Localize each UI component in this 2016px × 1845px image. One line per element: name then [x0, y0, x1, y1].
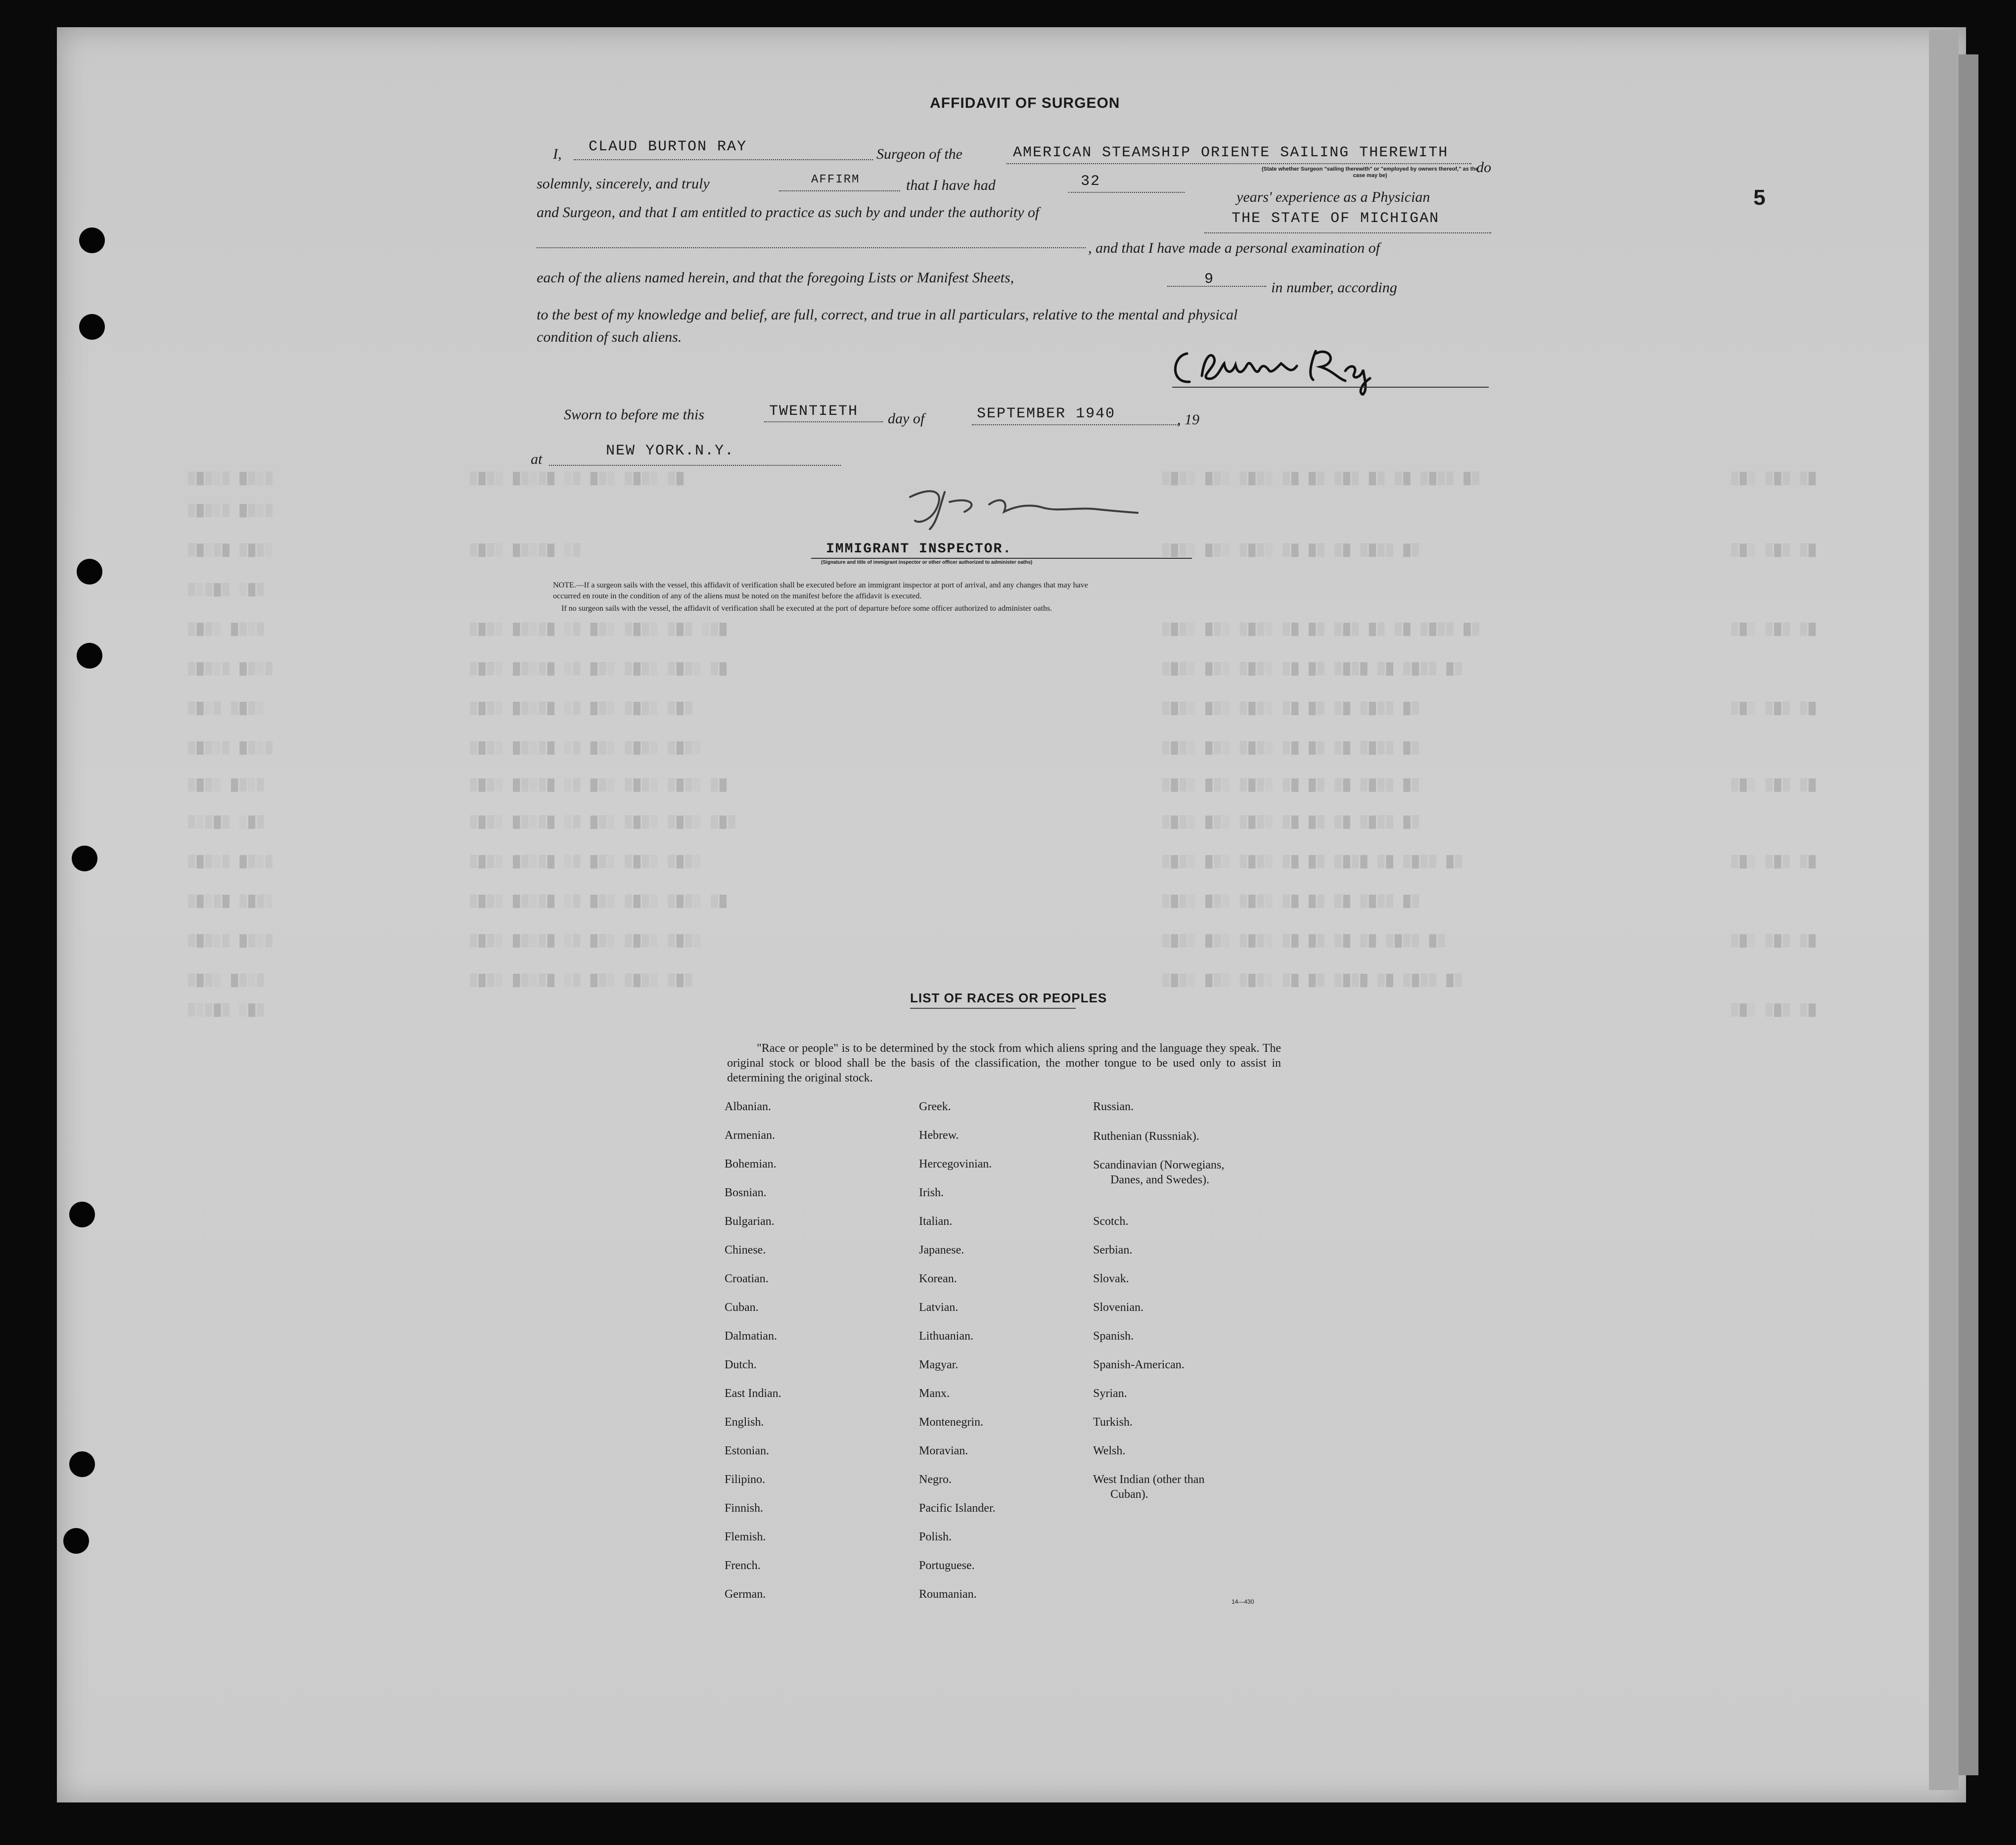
inspector-note: (Signature and title of immigrant inspector or other officer authorized to administer oaths): [821, 560, 1033, 565]
race-item: Albanian.: [725, 1100, 771, 1113]
race-item: Portuguese.: [919, 1559, 975, 1572]
race-item: Roumanian.: [919, 1588, 977, 1601]
race-item: Italian.: [919, 1215, 953, 1228]
race-item: Slovenian.: [1093, 1301, 1144, 1314]
dotted-line: [1007, 163, 1471, 164]
personal-exam-text: , and that I have made a personal examination of: [1088, 240, 1380, 256]
race-item: Russian.: [1093, 1100, 1134, 1113]
races-title: LIST OF RACES OR PEOPLES: [910, 990, 1107, 1005]
surgeon-of-label: Surgeon of the: [876, 146, 962, 162]
race-item: Montenegrin.: [919, 1416, 983, 1429]
race-item: Cuban).: [1110, 1488, 1148, 1501]
race-item: Welsh.: [1093, 1444, 1126, 1457]
dotted-line: [764, 421, 883, 422]
punch-hole: [79, 314, 105, 340]
authority-text: and Surgeon, and that I am entitled to practice as such by and under the authority of: [537, 204, 1040, 221]
punch-hole: [77, 559, 102, 585]
punch-hole: [77, 643, 102, 669]
dotted-line: [779, 190, 900, 191]
dotted-line: [574, 159, 873, 160]
note-line-3: If no surgeon sails with the vessel, the affidavit of verification shall be executed at the port of departure before some officer authorized to administer oaths.: [561, 604, 1053, 613]
race-item: Dalmatian.: [725, 1330, 777, 1343]
race-item: French.: [725, 1559, 761, 1572]
signature-line: [1172, 387, 1489, 388]
dotted-line: [972, 424, 1180, 425]
race-item: Greek.: [919, 1100, 951, 1113]
dotted-line: [1204, 232, 1491, 233]
race-item: Bosnian.: [725, 1186, 767, 1199]
punch-hole: [79, 227, 105, 253]
race-item: Finnish.: [725, 1502, 764, 1515]
vessel-name: AMERICAN STEAMSHIP ORIENTE SAILING THEREWITH: [1013, 144, 1449, 161]
race-item: Flemish.: [725, 1530, 766, 1543]
place-value: NEW YORK.N.Y.: [606, 443, 735, 459]
race-item: Bulgarian.: [725, 1215, 775, 1228]
race-item: Hercegovinian.: [919, 1158, 992, 1170]
punch-hole: [63, 1528, 89, 1554]
punch-hole: [69, 1451, 95, 1477]
race-item: Scotch.: [1093, 1215, 1129, 1228]
page-edge: [1929, 30, 1959, 1790]
punch-hole: [69, 1202, 95, 1227]
punch-hole: [72, 846, 97, 871]
race-item: Chinese.: [725, 1244, 766, 1257]
condition-text: condition of such aliens.: [537, 329, 682, 345]
sheets-value: 9: [1204, 271, 1215, 288]
each-alien-text: each of the aliens named herein, and that the foregoing Lists or Manifest Sheets,: [537, 270, 1014, 286]
inspector-title: IMMIGRANT INSPECTOR.: [826, 541, 1012, 557]
dotted-line: [537, 247, 1086, 248]
race-item: Magyar.: [919, 1358, 959, 1371]
race-item: Lithuanian.: [919, 1330, 973, 1343]
affidavit-title: AFFIDAVIT OF SURGEON: [930, 95, 1120, 111]
page-edge-back: [1959, 54, 1978, 1775]
sworn-text: Sworn to before me this: [564, 406, 704, 423]
race-item: Irish.: [919, 1186, 944, 1199]
races-title-underline: [910, 1008, 1076, 1009]
race-item: Ruthenian (Russniak).: [1093, 1130, 1199, 1143]
race-item: Polish.: [919, 1530, 952, 1543]
race-item: Serbian.: [1093, 1244, 1133, 1257]
do-label: do: [1476, 159, 1491, 176]
authority-value: THE STATE OF MICHIGAN: [1232, 210, 1440, 227]
race-item: Slovak.: [1093, 1272, 1129, 1285]
i-label: I,: [553, 146, 562, 162]
race-item: Scandinavian (Norwegians,: [1093, 1159, 1225, 1171]
race-item: Filipino.: [725, 1473, 766, 1486]
solemnly-text: solemnly, sincerely, and truly: [537, 176, 710, 192]
race-item: English.: [725, 1416, 764, 1429]
race-item: East Indian.: [725, 1387, 781, 1400]
in-number-text: in number, according: [1271, 279, 1397, 296]
race-item: Syrian.: [1093, 1387, 1127, 1400]
race-item: Dutch.: [725, 1358, 757, 1371]
race-item: Manx.: [919, 1387, 950, 1400]
best-knowledge-text: to the best of my knowledge and belief, are full, correct, and true in all particulars, relative to the mental and physical: [537, 307, 1238, 323]
inspector-signature: [890, 477, 1147, 537]
dotted-line: [1167, 286, 1266, 287]
race-item: Danes, and Swedes).: [1110, 1173, 1209, 1186]
dotted-line: [549, 465, 841, 466]
note-line-1: NOTE.—If a surgeon sails with the vessel, this affidavit of verification shall be executed before an immigrant inspector at port of arrival, and any changes that may have: [553, 581, 1088, 589]
affirm-value: AFFIRM: [811, 173, 860, 186]
race-item: Estonian.: [725, 1444, 769, 1457]
experience-text: years' experience as a Physician: [1237, 189, 1430, 205]
race-item: Negro.: [919, 1473, 952, 1486]
document-sheet: [57, 27, 1966, 1802]
race-item: West Indian (other than: [1093, 1473, 1205, 1486]
surgeon-name: CLAUD BURTON RAY: [589, 138, 747, 155]
race-item: Moravian.: [919, 1444, 968, 1457]
race-item: Pacific Islander.: [919, 1502, 996, 1515]
day-of-text: day of: [888, 410, 925, 427]
race-item: Spanish.: [1093, 1330, 1134, 1343]
race-item: Armenian.: [725, 1129, 775, 1142]
vessel-note: (State whether Surgeon "sailing therewith" or "employed by owners thereof," as the case may be): [1261, 166, 1479, 179]
race-item: Turkish.: [1093, 1416, 1133, 1429]
race-item: Latvian.: [919, 1301, 959, 1314]
inspector-line: [811, 558, 1192, 559]
have-had-text: that I have had: [906, 177, 996, 193]
races-intro: "Race or people" is to be determined by the stock from which aliens spring and the language they speak. The original stock or blood shall be the basis of the classification, the mother tongue to be used only to assist in determining the original stock.: [727, 1042, 1281, 1084]
month-value: SEPTEMBER 1940: [977, 405, 1116, 422]
race-item: Hebrew.: [919, 1129, 959, 1142]
race-item: German.: [725, 1588, 766, 1601]
race-item: Japanese.: [919, 1244, 964, 1257]
year-19-text: , 19: [1177, 411, 1199, 428]
day-value: TWENTIETH: [769, 403, 859, 420]
race-item: Korean.: [919, 1272, 957, 1285]
form-number: 14—430: [1232, 1598, 1254, 1605]
race-item: Croatian.: [725, 1272, 769, 1285]
years-value: 32: [1081, 173, 1101, 190]
race-item: Cuban.: [725, 1301, 759, 1314]
race-item: Spanish-American.: [1093, 1358, 1185, 1371]
at-label: at: [531, 451, 543, 467]
dotted-line: [1068, 192, 1185, 193]
note-line-2: occurred en route in the condition of any of the aliens must be noted on the manifest before the affidavit is executed.: [553, 592, 922, 600]
race-item: Bohemian.: [725, 1158, 777, 1170]
page-number: 5: [1753, 185, 1766, 210]
